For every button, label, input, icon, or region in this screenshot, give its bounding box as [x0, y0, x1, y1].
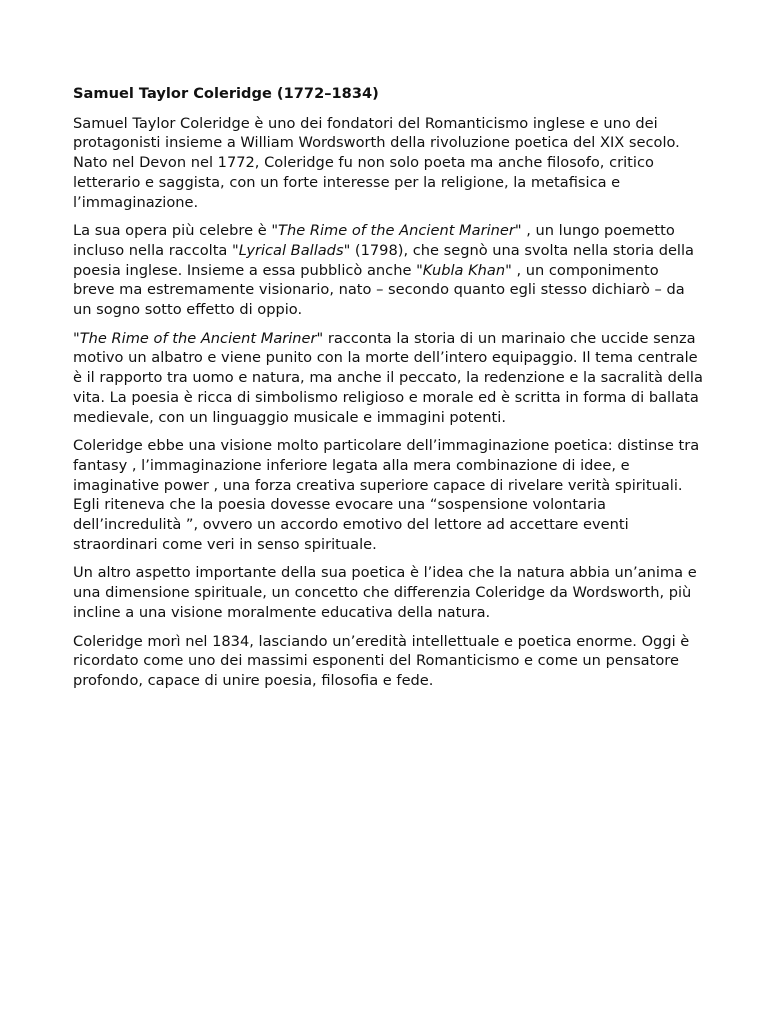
- text-run: " , un lungo poemetto incluso nella raccolta ": [73, 222, 675, 259]
- paragraph-rime: [73, 329, 703, 428]
- paragraph-works: [73, 221, 703, 320]
- text-run: La sua opera più celebre è ": [73, 222, 279, 240]
- paragraph-intro: Samuel Taylor Coleridge è uno dei fondatori del Romanticismo inglese e uno dei protagonisti insieme a William Wordsworth della rivoluzione poetica del XIX secolo. Nato nel Devon nel 1772, Coleridge fu non solo poeta ma anche filosofo, critico letterario e saggista, con un forte interesse per la religione, la metafisica e l’immaginazione.: [73, 114, 680, 211]
- work-title-kubla-khan: Kubla Khan: [422, 261, 506, 279]
- text-run: ": [73, 329, 80, 347]
- paragraph-legacy: Coleridge morì nel 1834, lasciando un’eredità intellettuale e poetica enorme. Oggi è ricordato come uno dei massimi esponenti del Romanticismo e come un pensatore profondo, capace di unire poesia, filosofia e fede.: [73, 632, 690, 689]
- document-title: Samuel Taylor Coleridge (1772–1834): [73, 85, 379, 102]
- work-title-rime: The Rime of the Ancient Mariner: [278, 222, 515, 240]
- text-run: " (1798), che segnò una svolta nella storia della poesia inglese. Insieme a essa pubblicò anche ": [73, 241, 694, 279]
- work-title-lyrical-ballads: Lyrical Ballads: [238, 241, 344, 259]
- paragraph-imagination: Coleridge ebbe una visione molto particolare dell’immaginazione poetica: distinse tra fantasy , l’immaginazione inferiore legata alla mera combinazione di idee, e imaginative power , una forza creativa superiore capace di rivelare verità spirituali. Egli riteneva che la poesia dovesse evocare una “sospensione volontaria dell’incredulità ”, ovvero un accordo emotivo del lettore ad accettare eventi straordinari come veri in senso spirituale.: [73, 437, 700, 553]
- text-run: " , un componimento breve ma estremamente visionario, nato – secondo quanto egli stesso dichiarò – da un sogno sotto effetto di oppio.: [73, 261, 685, 319]
- work-title-rime: The Rime of the Ancient Mariner: [79, 329, 317, 347]
- text-run: " racconta la storia di un marinaio che uccide senza motivo un albatro e viene punito con la morte dell’intero equipaggio. Il tema centrale è il rapporto tra uomo e natura, ma anche il peccato, la redenzione e la sacralità della vita. La poesia è ricca di simbolismo religioso e morale ed è scritta in forma di ballata medievale, con un linguaggio musicale e immagini potenti.: [73, 329, 703, 426]
- document-page: [73, 84, 703, 700]
- paragraph-nature: Un altro aspetto importante della sua poetica è l’idea che la natura abbia un’anima e una dimensione spirituale, un concetto che differenzia Coleridge da Wordsworth, più incline a una visione moralmente educativa della natura.: [73, 564, 697, 621]
